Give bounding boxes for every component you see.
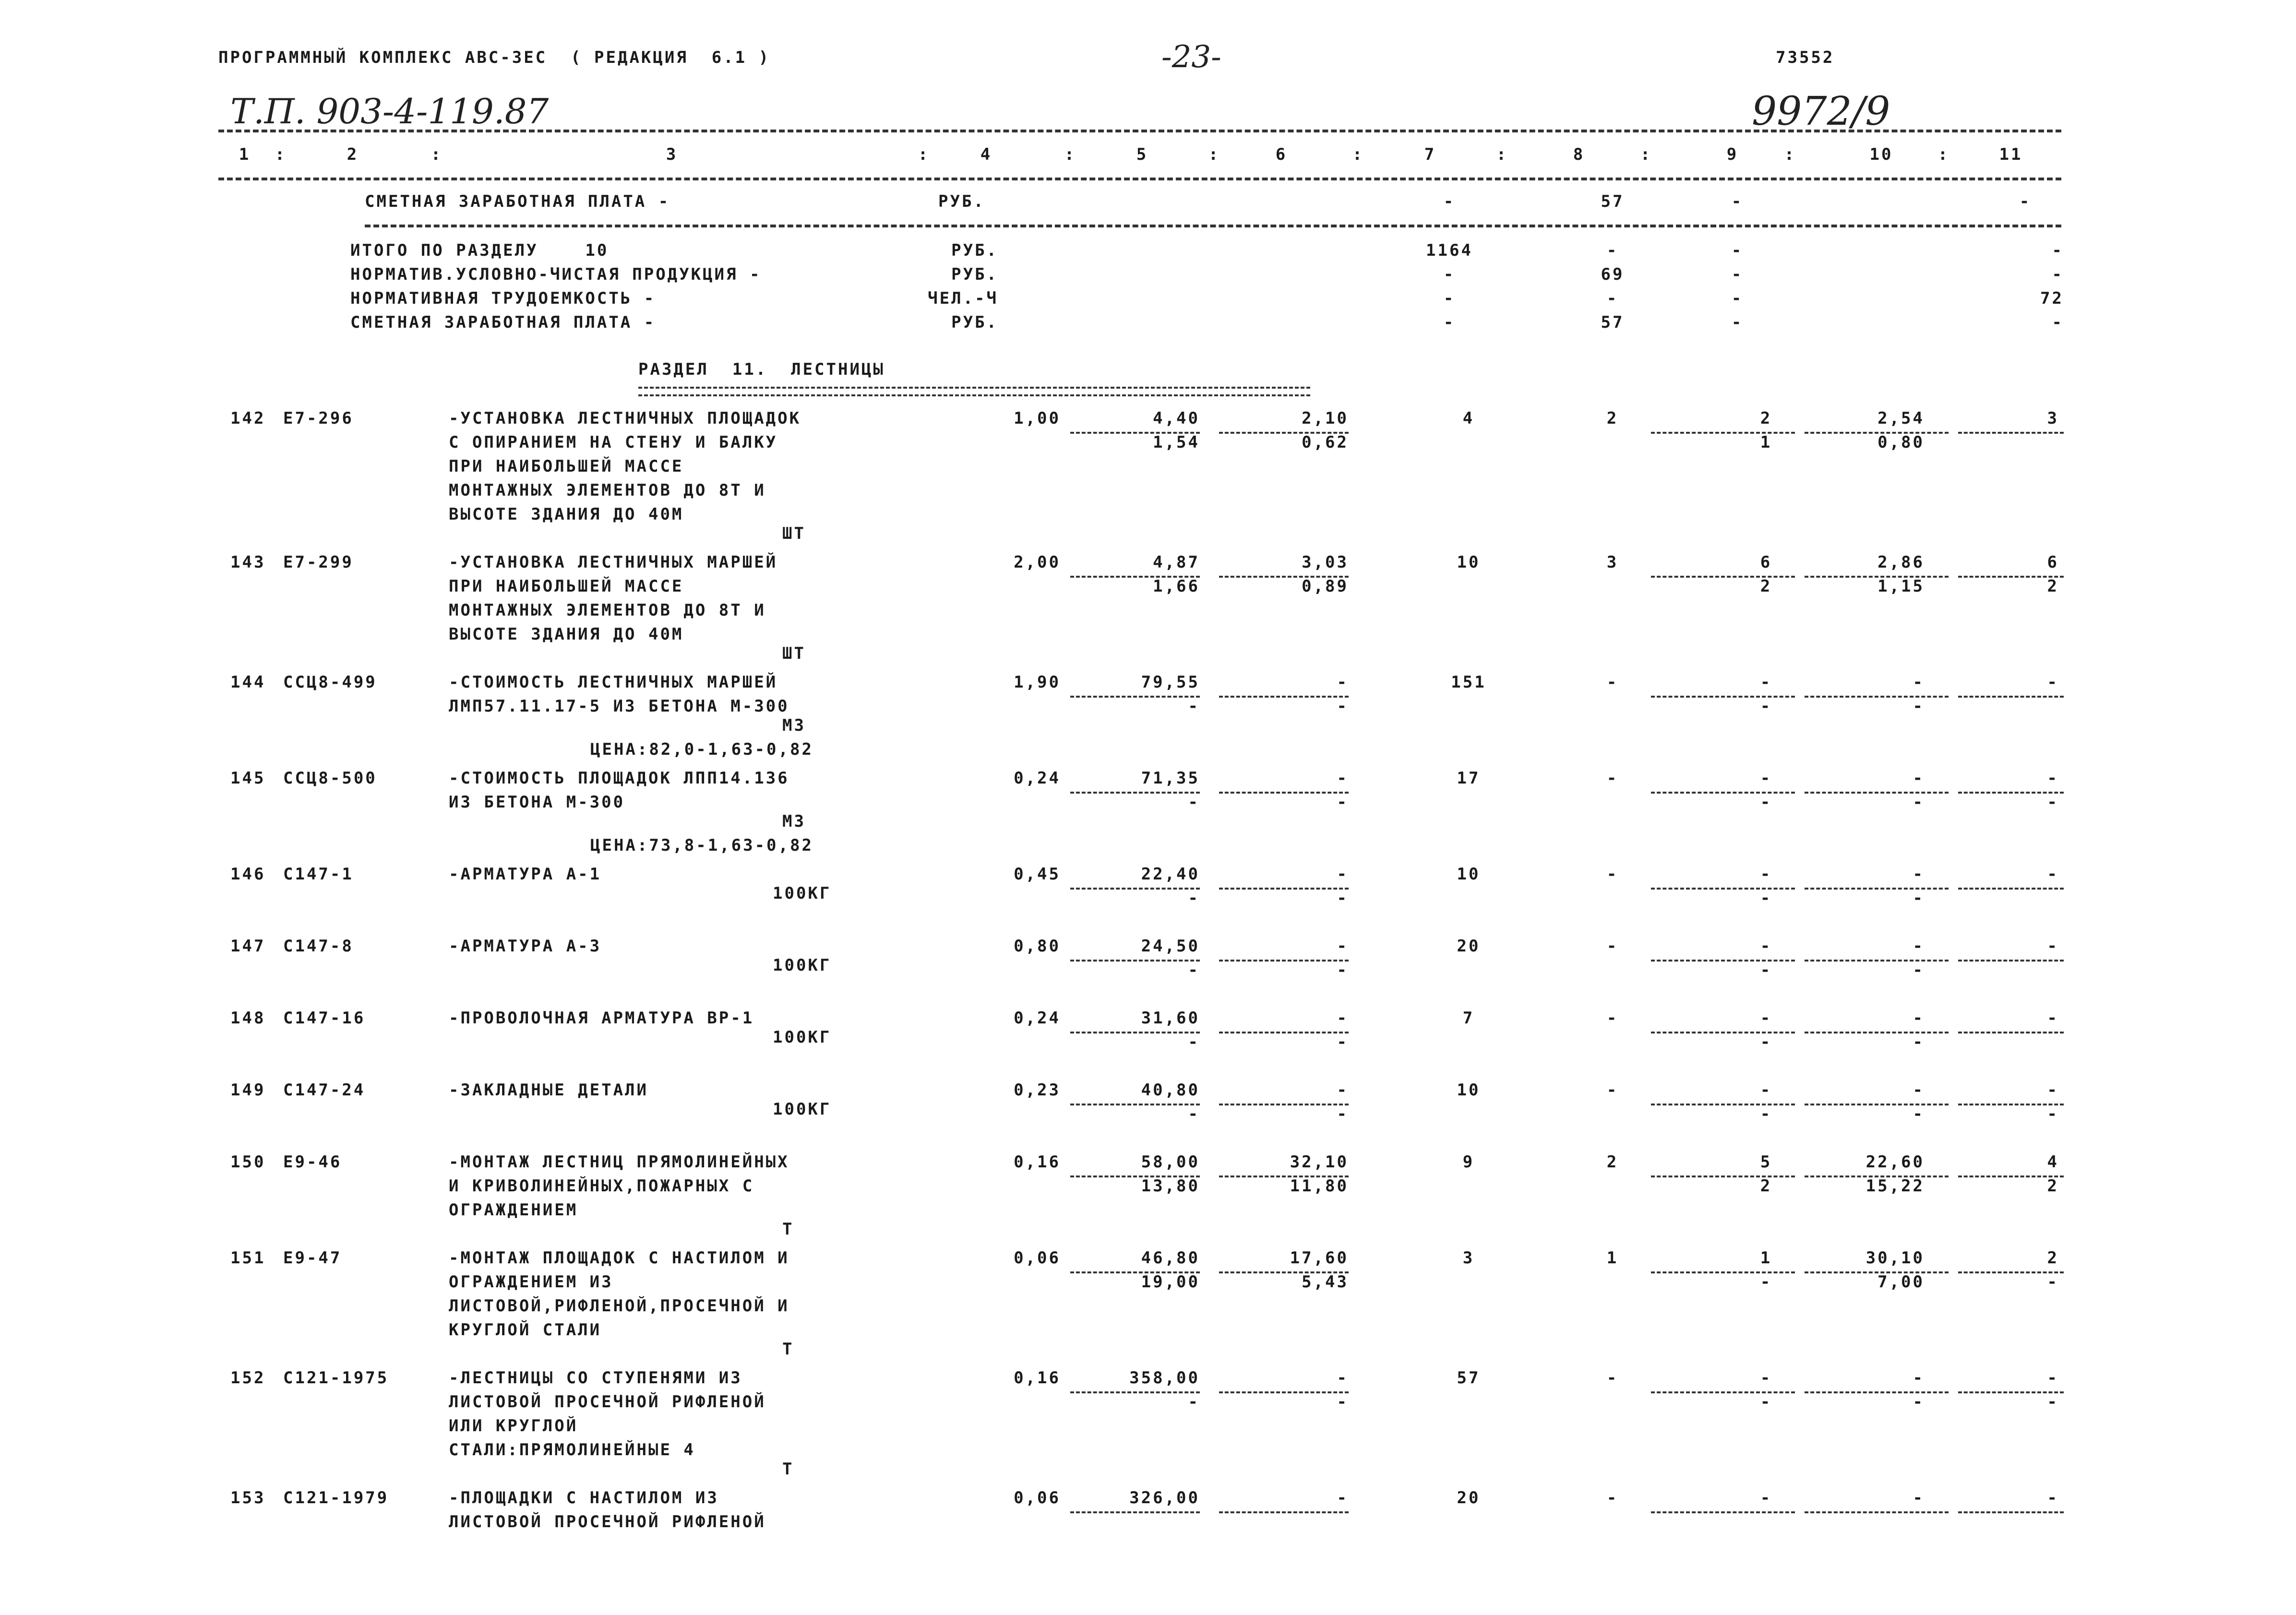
item-c7: 9	[1462, 1152, 1475, 1172]
item-description-line: ВЫСОТЕ ЗДАНИЯ ДО 40М	[449, 505, 684, 524]
item-number: 144	[230, 673, 266, 692]
column-separator: :	[1064, 145, 1076, 164]
summary-top-unit: РУБ.	[938, 192, 985, 211]
item-c9b: -	[1760, 1392, 1772, 1412]
item-c9: 5	[1760, 1152, 1772, 1172]
totals-label: СМЕТНАЯ ЗАРАБОТНАЯ ПЛАТА -	[350, 313, 656, 332]
summary-top-c9: -	[1731, 192, 1744, 211]
item-c9b: -	[1760, 889, 1772, 908]
item-c10: -	[1913, 1488, 1925, 1508]
item-c6: -	[1337, 937, 1349, 956]
item-c10b: -	[1913, 1392, 1925, 1412]
item-c10b: 7,00	[1877, 1272, 1925, 1292]
item-quantity: 0,16	[1014, 1152, 1061, 1172]
column-header-7: 7	[1424, 145, 1436, 164]
item-unit: 100КГ	[773, 1100, 832, 1119]
item-c6b: 0,62	[1302, 433, 1349, 452]
item-quantity: 0,24	[1014, 769, 1061, 788]
totals-c11: -	[2052, 241, 2064, 260]
summary-top-c7: -	[1443, 192, 1456, 211]
item-c11: -	[2047, 1488, 2059, 1508]
item-code: Е9-46	[283, 1152, 342, 1172]
summary-top-label: СМЕТНАЯ ЗАРАБОТНАЯ ПЛАТА -	[365, 192, 670, 211]
item-c11b: -	[2047, 1272, 2059, 1292]
item-description-line: МОНТАЖНЫХ ЭЛЕМЕНТОВ ДО 8Т И	[449, 601, 766, 620]
item-quantity: 0,23	[1014, 1081, 1061, 1100]
item-c6b: -	[1337, 961, 1349, 980]
item-c11: -	[2047, 769, 2059, 788]
totals-label: НОРМАТИВ.УСЛОВНО-ЧИСТАЯ ПРОДУКЦИЯ -	[350, 265, 762, 284]
item-c6: -	[1337, 1081, 1349, 1100]
column-separator: :	[1352, 145, 1364, 164]
item-c6: -	[1337, 769, 1349, 788]
item-c6b: -	[1337, 1033, 1349, 1052]
item-c10: -	[1913, 1081, 1925, 1100]
column-header-3: 3	[666, 145, 678, 164]
item-number: 151	[230, 1248, 266, 1268]
item-description-line: -ЗАКЛАДНЫЕ ДЕТАЛИ	[449, 1081, 648, 1100]
item-code: С147-24	[283, 1081, 366, 1100]
tp-reference: Т.П. 903-4-119.87	[230, 91, 549, 131]
item-quantity: 0,24	[1014, 1009, 1061, 1028]
column-header-10: 10	[1869, 145, 1893, 164]
item-description-line: ЛИСТОВОЙ ПРОСЕЧНОЙ РИФЛЕНОЙ	[449, 1512, 766, 1532]
item-c5: 40,80	[1141, 1081, 1200, 1100]
item-c10: -	[1913, 937, 1925, 956]
item-c9b: 1	[1760, 433, 1772, 452]
item-c9: -	[1760, 937, 1772, 956]
item-c9: -	[1760, 1488, 1772, 1508]
item-number: 143	[230, 553, 266, 572]
item-description-line: -СТОИМОСТЬ ЛЕСТНИЧНЫХ МАРШЕЙ	[449, 673, 778, 692]
item-description-line: -ПРОВОЛОЧНАЯ АРМАТУРА ВР-1	[449, 1009, 754, 1028]
item-c10: 2,54	[1877, 409, 1925, 428]
totals-c11: -	[2052, 265, 2064, 284]
item-number: 150	[230, 1152, 266, 1172]
item-c10b: -	[1913, 1033, 1925, 1052]
summary-top-c11: -	[2019, 192, 2032, 211]
column-header-9: 9	[1726, 145, 1739, 164]
item-c7: 7	[1462, 1009, 1475, 1028]
column-header-5: 5	[1136, 145, 1148, 164]
section-title-underline	[638, 387, 1310, 396]
item-c6: 2,10	[1302, 409, 1349, 428]
item-c11b: 2	[2047, 577, 2059, 596]
column-separator: :	[1784, 145, 1796, 164]
item-description-line: ПРИ НАИБОЛЬШЕЙ МАССЕ	[449, 577, 684, 596]
item-c8: -	[1606, 865, 1619, 884]
item-quantity: 0,45	[1014, 865, 1061, 884]
item-c9b: -	[1760, 1033, 1772, 1052]
item-c11: -	[2047, 1368, 2059, 1388]
item-c8: -	[1606, 769, 1619, 788]
item-c6: -	[1337, 1488, 1349, 1508]
document-code: 73552	[1776, 48, 1835, 67]
item-c8: -	[1606, 1009, 1619, 1028]
column-separator: :	[1208, 145, 1220, 164]
totals-unit: РУБ.	[951, 313, 998, 332]
item-c8: 3	[1606, 553, 1619, 572]
item-c7: 151	[1451, 673, 1486, 692]
sheet-number: 9972/9	[1752, 89, 1890, 134]
item-c7: 10	[1457, 865, 1481, 884]
item-c10: -	[1913, 769, 1925, 788]
item-c10: 2,86	[1877, 553, 1925, 572]
item-c5: 4,87	[1153, 553, 1200, 572]
item-description-line: -ПЛОЩАДКИ С НАСТИЛОМ ИЗ	[449, 1488, 719, 1508]
item-c6b: -	[1337, 1104, 1349, 1124]
item-number: 152	[230, 1368, 266, 1388]
item-unit: Т	[782, 1460, 794, 1479]
item-unit: М3	[782, 812, 806, 831]
header-rule-bottom	[218, 178, 2061, 180]
item-c10b: -	[1913, 793, 1925, 812]
totals-c11: -	[2052, 313, 2064, 332]
item-price: ЦЕНА:73,8-1,63-0,82	[590, 836, 813, 855]
item-c10: 22,60	[1866, 1152, 1925, 1172]
item-description-line: -УСТАНОВКА ЛЕСТНИЧНЫХ МАРШЕЙ	[449, 553, 778, 572]
item-c6b: -	[1337, 697, 1349, 716]
program-title: ПРОГРАММНЫЙ КОМПЛЕКС АВС-ЗЕС ( РЕДАКЦИЯ 6.1 )	[218, 48, 771, 67]
totals-c9: -	[1731, 265, 1744, 284]
item-c7: 4	[1462, 409, 1475, 428]
item-quantity: 1,00	[1014, 409, 1061, 428]
item-c8: 1	[1606, 1248, 1619, 1268]
item-c11b: 2	[2047, 1176, 2059, 1196]
item-c6: 17,60	[1290, 1248, 1349, 1268]
totals-c8: 69	[1601, 265, 1625, 284]
item-c8: -	[1606, 1488, 1619, 1508]
column-header-8: 8	[1573, 145, 1585, 164]
item-description-line: ОГРАЖДЕНИЕМ ИЗ	[449, 1272, 613, 1292]
item-unit: Т	[782, 1340, 794, 1359]
item-unit: 100КГ	[773, 1028, 832, 1047]
item-c9: -	[1760, 865, 1772, 884]
item-c8: -	[1606, 673, 1619, 692]
item-c5b: 13,80	[1141, 1176, 1200, 1196]
summary-rule	[365, 225, 2061, 227]
item-description-line: ИЛИ КРУГЛОЙ	[449, 1416, 578, 1436]
item-c5: 46,80	[1141, 1248, 1200, 1268]
item-c9: 2	[1760, 409, 1772, 428]
item-price: ЦЕНА:82,0-1,63-0,82	[590, 740, 813, 759]
totals-c7: -	[1443, 289, 1456, 308]
item-c6b: 11,80	[1290, 1176, 1349, 1196]
item-number: 153	[230, 1488, 266, 1508]
item-c9: -	[1760, 769, 1772, 788]
item-c6: -	[1337, 673, 1349, 692]
item-c10-rule	[1805, 1511, 1949, 1513]
item-c9: -	[1760, 1009, 1772, 1028]
item-quantity: 0,06	[1014, 1488, 1061, 1508]
totals-unit: ЧЕЛ.-Ч	[928, 289, 998, 308]
item-c10b: -	[1913, 697, 1925, 716]
column-separator: :	[1496, 145, 1508, 164]
item-c8: -	[1606, 937, 1619, 956]
item-unit: М3	[782, 716, 806, 735]
item-c10b: 1,15	[1877, 577, 1925, 596]
totals-c7: -	[1443, 265, 1456, 284]
item-number: 142	[230, 409, 266, 428]
item-description-line: КРУГЛОЙ СТАЛИ	[449, 1320, 602, 1340]
column-header-11: 11	[1999, 145, 2023, 164]
item-c5b: -	[1188, 889, 1200, 908]
item-description-line: И КРИВОЛИНЕЙНЫХ,ПОЖАРНЫХ С	[449, 1176, 754, 1196]
totals-c11: 72	[2040, 289, 2064, 308]
totals-c7: 1164	[1426, 241, 1473, 260]
item-c9b: 2	[1760, 577, 1772, 596]
item-quantity: 0,06	[1014, 1248, 1061, 1268]
item-c7: 3	[1462, 1248, 1475, 1268]
item-code: С147-16	[283, 1009, 366, 1028]
item-c11: 6	[2047, 553, 2059, 572]
item-c6b: -	[1337, 889, 1349, 908]
item-c6-rule	[1219, 1511, 1349, 1513]
item-unit: Т	[782, 1220, 794, 1239]
item-description-line: -ЛЕСТНИЦЫ СО СТУПЕНЯМИ ИЗ	[449, 1368, 742, 1388]
item-c5b: -	[1188, 1033, 1200, 1052]
item-c5b: -	[1188, 1392, 1200, 1412]
item-c7: 20	[1457, 937, 1481, 956]
item-c5: 79,55	[1141, 673, 1200, 692]
item-c11b: -	[2047, 1392, 2059, 1412]
item-c6b: -	[1337, 1392, 1349, 1412]
item-c8: 2	[1606, 409, 1619, 428]
totals-c8: -	[1606, 289, 1619, 308]
item-description-line: ИЗ БЕТОНА М-300	[449, 793, 625, 812]
item-description-line: ОГРАЖДЕНИЕМ	[449, 1200, 578, 1220]
item-code: С121-1975	[283, 1368, 389, 1388]
item-c6b: 5,43	[1302, 1272, 1349, 1292]
item-description-line: ВЫСОТЕ ЗДАНИЯ ДО 40М	[449, 625, 684, 644]
item-c7: 10	[1457, 1081, 1481, 1100]
item-code: С147-1	[283, 865, 354, 884]
item-c6: -	[1337, 1368, 1349, 1388]
item-unit: 100КГ	[773, 884, 832, 903]
column-separator: :	[1937, 145, 1950, 164]
totals-c9: -	[1731, 241, 1744, 260]
item-c10: -	[1913, 1009, 1925, 1028]
item-code: ССЦ8-499	[283, 673, 377, 692]
header-rule-top	[218, 130, 2061, 132]
item-c11-rule	[1958, 888, 2064, 890]
totals-c9: -	[1731, 289, 1744, 308]
item-description-line: -СТОИМОСТЬ ПЛОЩАДОК ЛПП14.136	[449, 769, 789, 788]
item-description-line: -АРМАТУРА А-3	[449, 937, 602, 956]
item-c11: 2	[2047, 1248, 2059, 1268]
item-description-line: -АРМАТУРА А-1	[449, 865, 602, 884]
item-c5b: -	[1188, 793, 1200, 812]
item-c10: -	[1913, 865, 1925, 884]
item-c5b: -	[1188, 1104, 1200, 1124]
item-c6: 3,03	[1302, 553, 1349, 572]
item-c11b: -	[2047, 793, 2059, 812]
item-c10: -	[1913, 673, 1925, 692]
item-c6: -	[1337, 865, 1349, 884]
item-c10: 30,10	[1866, 1248, 1925, 1268]
item-c5: 31,60	[1141, 1009, 1200, 1028]
totals-label: НОРМАТИВНАЯ ТРУДОЕМКОСТЬ -	[350, 289, 656, 308]
item-quantity: 1,90	[1014, 673, 1061, 692]
item-quantity: 0,16	[1014, 1368, 1061, 1388]
item-c11-rule	[1958, 696, 2064, 698]
item-unit: ШТ	[782, 644, 806, 663]
column-header-2: 2	[347, 145, 359, 164]
item-c11: -	[2047, 1009, 2059, 1028]
item-c11-rule	[1958, 960, 2064, 962]
item-c5: 358,00	[1129, 1368, 1200, 1388]
item-quantity: 0,80	[1014, 937, 1061, 956]
column-separator: :	[918, 145, 930, 164]
item-c11-rule	[1958, 1032, 2064, 1033]
item-c7: 20	[1457, 1488, 1481, 1508]
item-number: 145	[230, 769, 266, 788]
item-c9: -	[1760, 1081, 1772, 1100]
item-c6b: 0,89	[1302, 577, 1349, 596]
item-number: 149	[230, 1081, 266, 1100]
item-c8: -	[1606, 1368, 1619, 1388]
item-c11-rule	[1958, 432, 2064, 434]
item-c5: 326,00	[1129, 1488, 1200, 1508]
item-c11: -	[2047, 937, 2059, 956]
item-c7: 17	[1457, 769, 1481, 788]
item-c9b: -	[1760, 793, 1772, 812]
item-c5b: -	[1188, 961, 1200, 980]
item-c11: -	[2047, 865, 2059, 884]
item-c5b: 1,54	[1153, 433, 1200, 452]
totals-c8: 57	[1601, 313, 1625, 332]
item-c9b: 2	[1760, 1176, 1772, 1196]
item-description-line: МОНТАЖНЫХ ЭЛЕМЕНТОВ ДО 8Т И	[449, 481, 766, 500]
item-c5b: 1,66	[1153, 577, 1200, 596]
column-separator: :	[1640, 145, 1652, 164]
item-c6b: -	[1337, 793, 1349, 812]
item-description-line: -УСТАНОВКА ЛЕСТНИЧНЫХ ПЛОЩАДОК	[449, 409, 801, 428]
item-c9-rule	[1651, 1511, 1795, 1513]
item-quantity: 2,00	[1014, 553, 1061, 572]
item-c9: 1	[1760, 1248, 1772, 1268]
item-c5: 4,40	[1153, 409, 1200, 428]
item-c5: 22,40	[1141, 865, 1200, 884]
column-separator: :	[430, 145, 443, 164]
item-unit: ШТ	[782, 524, 806, 543]
item-number: 146	[230, 865, 266, 884]
item-c11-rule	[1958, 1511, 2064, 1513]
item-c7: 57	[1457, 1368, 1481, 1388]
column-header-1: 1	[239, 145, 251, 164]
item-c5: 71,35	[1141, 769, 1200, 788]
item-c11: -	[2047, 673, 2059, 692]
item-c10: -	[1913, 1368, 1925, 1388]
section-title: РАЗДЕЛ 11. ЛЕСТНИЦЫ	[638, 360, 885, 379]
item-description-line: ЛИСТОВОЙ ПРОСЕЧНОЙ РИФЛЕНОЙ	[449, 1392, 766, 1412]
item-c11: 4	[2047, 1152, 2059, 1172]
item-c10b: -	[1913, 961, 1925, 980]
item-c9b: -	[1760, 1272, 1772, 1292]
item-c9b: -	[1760, 961, 1772, 980]
item-c9b: -	[1760, 1104, 1772, 1124]
item-c10b: 15,22	[1866, 1176, 1925, 1196]
item-c7: 10	[1457, 553, 1481, 572]
item-code: ССЦ8-500	[283, 769, 377, 788]
item-c10b: -	[1913, 889, 1925, 908]
item-description-line: ЛМП57.11.17-5 ИЗ БЕТОНА М-300	[449, 697, 789, 716]
item-c10b: 0,80	[1877, 433, 1925, 452]
item-unit: 100КГ	[773, 956, 832, 975]
item-description-line: -МОНТАЖ ПЛОЩАДОК С НАСТИЛОМ И	[449, 1248, 789, 1268]
item-code: Е7-296	[283, 409, 354, 428]
item-description-line: С ОПИРАНИЕМ НА СТЕНУ И БАЛКУ	[449, 433, 778, 452]
item-c11: 3	[2047, 409, 2059, 428]
item-c5b: -	[1188, 697, 1200, 716]
item-code: Е7-299	[283, 553, 354, 572]
item-c10b: -	[1913, 1104, 1925, 1124]
item-c6: 32,10	[1290, 1152, 1349, 1172]
page-number: -23-	[1161, 39, 1221, 75]
item-c5b: 19,00	[1141, 1272, 1200, 1292]
item-c8: -	[1606, 1081, 1619, 1100]
item-description-line: СТАЛИ:ПРЯМОЛИНЕЙНЫЕ 4	[449, 1440, 695, 1460]
item-description-line: -МОНТАЖ ЛЕСТНИЦ ПРЯМОЛИНЕЙНЫХ	[449, 1152, 789, 1172]
totals-c7: -	[1443, 313, 1456, 332]
item-code: С121-1979	[283, 1488, 389, 1508]
column-header-4: 4	[980, 145, 993, 164]
column-header-6: 6	[1275, 145, 1288, 164]
totals-unit: РУБ.	[951, 241, 998, 260]
item-c11b: -	[2047, 1104, 2059, 1124]
totals-c8: -	[1606, 241, 1619, 260]
item-c11: -	[2047, 1081, 2059, 1100]
summary-top-c8: 57	[1601, 192, 1625, 211]
item-code: С147-8	[283, 937, 354, 956]
item-c5-rule	[1070, 1511, 1200, 1513]
item-number: 147	[230, 937, 266, 956]
item-c5: 24,50	[1141, 937, 1200, 956]
item-c9: 6	[1760, 553, 1772, 572]
totals-label: ИТОГО ПО РАЗДЕЛУ 10	[350, 241, 609, 260]
item-c5: 58,00	[1141, 1152, 1200, 1172]
item-c9: -	[1760, 673, 1772, 692]
item-number: 148	[230, 1009, 266, 1028]
item-description-line: ЛИСТОВОЙ,РИФЛЕНОЙ,ПРОСЕЧНОЙ И	[449, 1296, 789, 1316]
item-c6: -	[1337, 1009, 1349, 1028]
totals-unit: РУБ.	[951, 265, 998, 284]
item-c8: 2	[1606, 1152, 1619, 1172]
item-description-line: ПРИ НАИБОЛЬШЕЙ МАССЕ	[449, 457, 684, 476]
item-code: Е9-47	[283, 1248, 342, 1268]
totals-c9: -	[1731, 313, 1744, 332]
column-separator: :	[275, 145, 287, 164]
item-c9: -	[1760, 1368, 1772, 1388]
item-c9b: -	[1760, 697, 1772, 716]
